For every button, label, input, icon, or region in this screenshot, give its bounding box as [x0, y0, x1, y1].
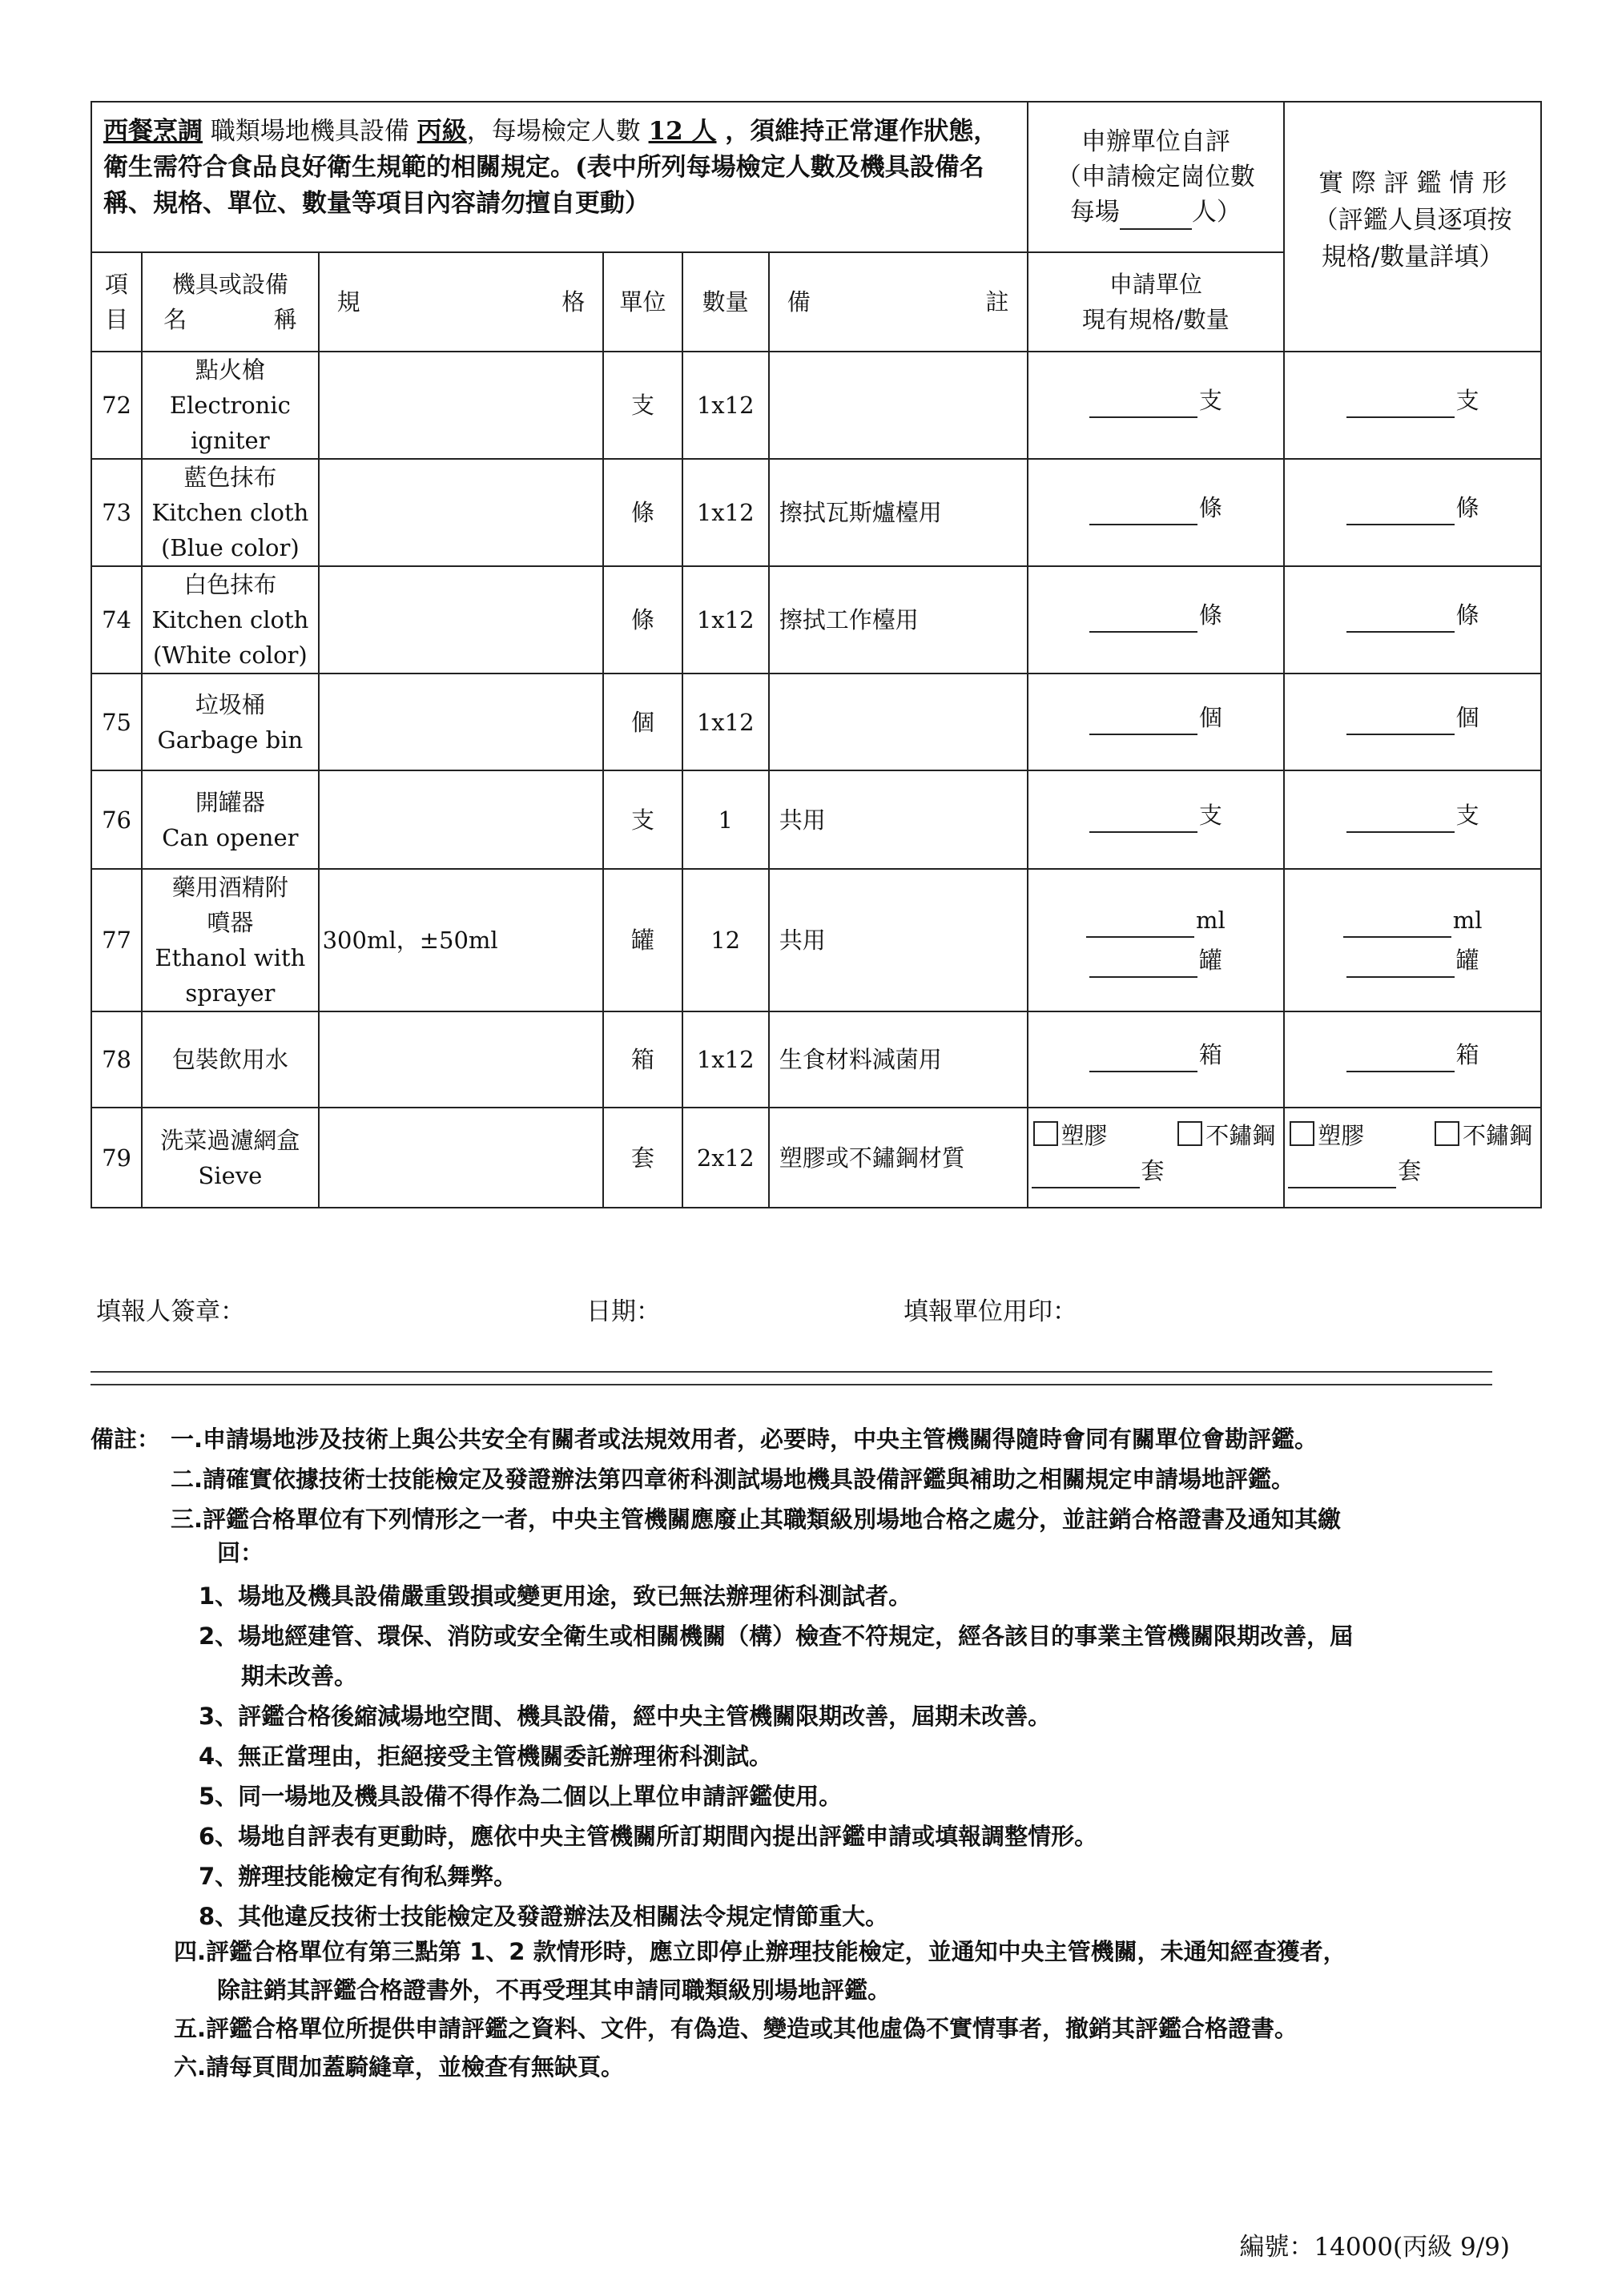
- eval-qty-field[interactable]: 條: [1346, 490, 1479, 525]
- note-3: 三.評鑑合格單位有下列情形之一者，中央主管機關應廢止其職類級別場地合格之處分，並註銷合格證書及通知其繳: [171, 1506, 1342, 1533]
- note-5: 五.評鑑合格單位所提供申請評鑑之資料、文件，有偽造、變造或其他虛偽不實情事者，撤銷其評鑑合格證書。: [174, 2015, 1298, 2042]
- applicant-qty-field[interactable]: 支: [1089, 383, 1222, 418]
- col-applicant: 申請單位 現有規格/數量: [1028, 252, 1285, 352]
- form-code: 編號：14000(丙級 9/9): [1239, 2233, 1510, 2262]
- notes-label: 備註：: [91, 1425, 161, 1453]
- applicant-volume-field[interactable]: ml: [1086, 903, 1226, 938]
- note-3-item-4: 4、無正當理由，拒絕接受主管機關委託辦理術科測試。: [199, 1743, 773, 1770]
- table-header-description: 西餐烹調 職類場地機具設備 丙級，每場檢定人數 12 人 ，須維持正常運作狀態，衛生需符合食品良好衛生規範的相關規定。(表中所列每場檢定人數及機具設備名稱、規格、單位、數量等項目內容請勿擅自更動）: [91, 102, 1028, 252]
- eval-qty-field[interactable]: 條: [1346, 597, 1479, 633]
- table-row: 77 藥用酒精附噴器 Ethanol with sprayer 300ml，±50ml 罐 12 共用 ml 罐 ml 罐: [91, 869, 1541, 1011]
- table-row: 72 點火槍 Electronic igniter 支 1x12 支 支: [91, 352, 1541, 459]
- eval-qty-field[interactable]: 支: [1346, 798, 1479, 833]
- table-row: 79 洗菜過濾網盒 Sieve 套 2x12 塑膠或不鏽鋼材質 塑膠 不鏽鋼 套 塑膠 不鏽鋼 套: [91, 1108, 1541, 1208]
- col-remark: 備 註: [769, 252, 1028, 352]
- count-per-session: 12 人: [648, 117, 717, 146]
- note-3-item-7: 7、辦理技能檢定有徇私舞弊。: [199, 1863, 517, 1890]
- form-page: 西餐烹調 職類場地機具設備 丙級，每場檢定人數 12 人 ，須維持正常運作狀態，衛生需符合食品良好衛生規範的相關規定。(表中所列每場檢定人數及機具設備名稱、規格、單位、數量等項目內容請勿擅自更動） 申辦單位自評 （申請檢定崗位數 每場 人） 實 際 評 鑑 情 形 （評鑑人員逐項按 規格/數量詳填） 項 目 機具或設備 名 稱 規 格 單位 數量 備 註 申請單位 現有規格/數量 72 點火槍 Electronic igniter 支 1x12 支 支 73 藍色抹布 Kitchen cloth (Blue color) 條 1x12 擦拭瓦斯爐檯用 條 條 74 白色抹布 Kitchen cloth (White color) 條 1x12 擦拭工作檯用 條 條 75 垃圾桶 Garbage bin 個 1x12 個 個 76 開罐器 Can opener 支 1 共用 支 支 77 藥用酒精附噴器 Ethanol with sprayer 300ml，±50ml 罐 12 共用 ml 罐 ml 罐 78 包裝飲用水 箱 1x12 生食材料減菌用 箱 箱 79 洗菜過濾網盒 Sieve 套 2x12 塑膠或不鏽鋼材質 塑膠 不鏽鋼 套 塑膠 不鏽鋼 套 填報人簽章： 日期： 填報單位用印： 備註： 一.申請場地涉及技術上與公共安全有關者或法規效用者，必要時，中央主管機關得隨時會同有關單位會勘評鑑。 二.請確實依據技術士技能檢定及發證辦法第四章術科測試場地機具設備評鑑與補助之相關規定申請場地評鑑。 三.評鑑合格單位有下列情形之一者，中央主管機關應廢止其職類級別場地合格之處分，並註銷合格證書及通知其繳 回： 1、場地及機具設備嚴重毀損或變更用途，致已無法辦理術科測試者。 2、場地經建管、環保、消防或安全衛生或相關機關（構）檢查不符規定，經各該目的事業主管機關限期改善，屆 期未改善。 3、評鑑合格後縮減場地空間、機具設備，經中央主管機關限期改善，屆期未改善。 4、無正當理由，拒絕接受主管機關委託辦理術科測試。 5、同一場地及機具設備不得作為二個以上單位申請評鑑使用。 6、場地自評表有更動時，應依中央主管機關所訂期間內提出評鑑申請或填報調整情形。 7、辦理技能檢定有徇私舞弊。 8、其他違反技術士技能檢定及發證辦法及相關法令規定情節重大。 四.評鑑合格單位有第三點第 1、2 款情形時，應立即停止辦理技能檢定，並通知中央主管機關，未通知經查獲者， 除註銷其評鑑合格證書外，不再受理其申請同職類級別場地評鑑。 五.評鑑合格單位所提供申請評鑑之資料、文件，有偽造、變造或其他虛偽不實情事者，撤銷其評鑑合格證書。 六.請每頁間加蓋騎縫章，並檢查有無缺頁。 編號：14000(丙級 9/9): [0, 0, 1622, 2296]
- applicant-qty-field[interactable]: 箱: [1089, 1037, 1222, 1072]
- eval-volume-field[interactable]: ml: [1343, 903, 1483, 938]
- grade-label: 丙級: [417, 117, 467, 146]
- note-4: 四.評鑑合格單位有第三點第 1、2 款情形時，應立即停止辦理技能檢定，並通知中央主管機關，未通知經查獲者，: [174, 1938, 1346, 1965]
- table-row: 76 開罐器 Can opener 支 1 共用 支 支: [91, 770, 1541, 869]
- col-item: 項 目: [91, 252, 142, 352]
- applicant-qty-field[interactable]: 支: [1089, 798, 1222, 833]
- col-spec: 規 格: [319, 252, 604, 352]
- seal-label: 填報單位用印：: [904, 1297, 1077, 1326]
- table-row: 74 白色抹布 Kitchen cloth (White color) 條 1x12 擦拭工作檯用 條 條: [91, 566, 1541, 674]
- col-qty: 數量: [682, 252, 769, 352]
- applicant-qty-field[interactable]: 個: [1089, 700, 1222, 735]
- note-3-item-1: 1、場地及機具設備嚴重毀損或變更用途，致已無法辦理術科測試者。: [199, 1582, 912, 1610]
- applicant-qty-field[interactable]: 套: [1032, 1153, 1165, 1188]
- applicant-qty-field[interactable]: 條: [1089, 490, 1222, 525]
- eval-qty-field[interactable]: 套: [1288, 1153, 1421, 1188]
- applicant-qty-field[interactable]: 條: [1089, 597, 1222, 633]
- self-eval-header: 申辦單位自評 （申請檢定崗位數 每場 人）: [1028, 102, 1285, 252]
- plastic-checkbox[interactable]: 塑膠: [1290, 1118, 1364, 1153]
- trade-name: 西餐烹調: [103, 117, 203, 146]
- table-row: 78 包裝飲用水 箱 1x12 生食材料減菌用 箱 箱: [91, 1011, 1541, 1108]
- note-3-item-3: 3、評鑑合格後縮減場地空間、機具設備，經中央主管機關限期改善，屆期未改善。: [199, 1703, 1052, 1730]
- stainless-checkbox[interactable]: 不鏽鋼: [1177, 1118, 1275, 1153]
- note-1: 一.申請場地涉及技術上與公共安全有關者或法規效用者，必要時，中央主管機關得隨時會同有關單位會勘評鑑。: [171, 1425, 1318, 1453]
- separator-line: [91, 1371, 1492, 1385]
- note-3-item-8: 8、其他違反技術士技能檢定及發證辦法及相關法令規定情節重大。: [199, 1903, 889, 1930]
- signer-label: 填報人簽章：: [96, 1297, 245, 1326]
- stainless-checkbox[interactable]: 不鏽鋼: [1435, 1118, 1532, 1153]
- date-label: 日期：: [586, 1297, 661, 1326]
- note-6: 六.請每頁間加蓋騎縫章，並檢查有無缺頁。: [174, 2053, 625, 2081]
- eval-qty-field[interactable]: 箱: [1346, 1037, 1479, 1072]
- stations-blank[interactable]: [1120, 203, 1192, 230]
- note-3-item-5: 5、同一場地及機具設備不得作為二個以上單位申請評鑑使用。: [199, 1783, 843, 1810]
- col-name: 機具或設備 名 稱: [142, 252, 318, 352]
- applicant-qty-field[interactable]: 罐: [1089, 943, 1222, 978]
- table-row: 75 垃圾桶 Garbage bin 個 1x12 個 個: [91, 674, 1541, 770]
- note-3-item-6: 6、場地自評表有更動時，應依中央主管機關所訂期間內提出評鑑申請或填報調整情形。: [199, 1823, 1098, 1850]
- equipment-table: [91, 101, 1542, 1208]
- table-row: 73 藍色抹布 Kitchen cloth (Blue color) 條 1x12 擦拭瓦斯爐檯用 條 條: [91, 459, 1541, 566]
- plastic-checkbox[interactable]: 塑膠: [1033, 1118, 1108, 1153]
- col-unit: 單位: [603, 252, 682, 352]
- actual-eval-header: 實 際 評 鑑 情 形 （評鑑人員逐項按 規格/數量詳填）: [1284, 102, 1541, 352]
- eval-qty-field[interactable]: 罐: [1346, 943, 1479, 978]
- note-2: 二.請確實依據技術士技能檢定及發證辦法第四章術科測試場地機具設備評鑑與補助之相關規定申請場地評鑑。: [171, 1466, 1295, 1493]
- eval-qty-field[interactable]: 支: [1346, 383, 1479, 418]
- eval-qty-field[interactable]: 個: [1346, 700, 1479, 735]
- note-3-item-2: 2、場地經建管、環保、消防或安全衛生或相關機關（構）檢查不符規定，經各該目的事業主管機關限期改善，屆: [199, 1622, 1354, 1650]
